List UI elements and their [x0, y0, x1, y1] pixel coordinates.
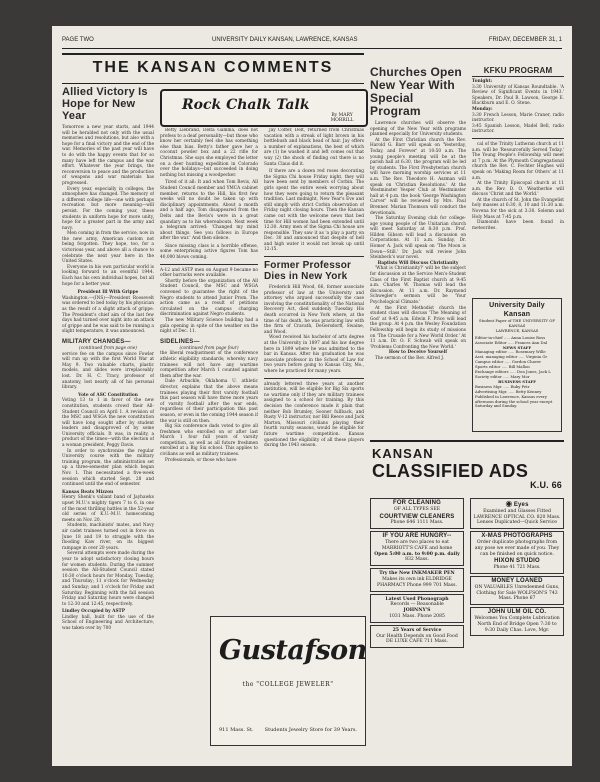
how-to-deceive-heading: How to Deceive Yourself	[388, 350, 448, 356]
former-professor-body: Frederick Hill Wood, 66, former associate professor of law at the University and attorney who argued successfully the case involving the constitutionality of the National Recovery Act, died suddenly Tuesday. His death occurred in New York where, at the time of his death, he was practicing law with the firm of Cravath, DeGersdorff, Swaine, and Wood.	[264, 285, 364, 335]
rock-chalk-byline: By MARY MORRILL	[330, 113, 354, 123]
classified-ad-head: MONEY LOANED	[491, 577, 543, 584]
astp-body-3: The new Military Science building had a gala opening in spite of the weather on the night of Dec. 11.	[160, 318, 258, 335]
classified-title-2: CLASSIFIED ADS	[372, 461, 529, 481]
military-changes-heading: MILITARY CHANGES—	[62, 338, 131, 345]
classified-ad	[470, 576, 564, 605]
paper-name: UNIVERSITY DAILY KANSAN, LAWRENCE, KANSAS	[212, 37, 358, 43]
trinity-body-3: At the church of St. John the Evangelist holy masses at 6:30, 8, 10 and 11:30 a.m. Novena for the sick at 3:30. Solemn and Holy Mass at 7:45 p.m.	[472, 197, 564, 220]
classified-ad-head: JOHNNY'S	[403, 608, 431, 614]
astp-body-2: Shortly before the organization of the All Student Council, the MSC and WSGA convened to guarantee the right of the Negro students to attend Junior Prom. The action came as a result of petitions circulated on the campus charging discrimination against Negro students.	[160, 278, 258, 318]
divider	[472, 138, 564, 139]
comments-banner-title: THE KANSAN COMMENTS	[92, 59, 334, 76]
vote-heading: Vote of ASC Constitution	[78, 392, 138, 398]
classified-ad-body: 1031 Mass. Phone 2085	[389, 613, 445, 619]
churches-body-2: At the First Christian church the Rev. Harold G. Barr will speak on 'Yesterday, Today, and Forever' at 10:50 a.m. The young people's meeting will be at the parish hall at 6:30, the program will be led by students. The First Presbyterian church will have morning worship services at 11 a.m. The Rev. Theodore H. Aszman will speak on 'Christian Resolutions.' At the Westminster Vesper Club at Westminster hall at 4 p.m. the book 'George Washington Carver' will be reviewed by Mrs. Paul Brenner. Marian Thomson will conduct the devotionals.	[370, 137, 466, 216]
divider	[160, 264, 258, 265]
president-ill-body: Washington.—(INS)—President Roosevelt was ordered to bed today by his physician as the result of a slight attack of grippe. The President's chief aim of the last few days had turned over night into an attack of grippe and he was said to be running a slight temperature, it was announced.	[62, 295, 154, 335]
classified-ad-body: Phone 646 1111 Mass.	[390, 520, 444, 526]
classified-phone: K.U. 66	[530, 480, 562, 490]
kfku-tonight: Tonight:	[472, 79, 493, 84]
classified-ad	[370, 531, 464, 566]
sidelines-body-2: Dale Arbuckle, Oklahoma U. athletic director, explains that the above means trainees playing their first varsity football this past season will have three more years of varsity football after the war ends, regardless of their participation this past season, or even in the coming 1944 season if the war is still on then.	[160, 379, 258, 424]
classified-section	[370, 440, 564, 764]
kfku-body-2: 3:30 French Lesson, Marie Craner, radio instructor.	[472, 112, 564, 124]
newspaper-page	[52, 26, 572, 766]
masthead-line-0: Editor-in-chief ..... Anna Louise Ross	[475, 334, 546, 340]
kfku-column	[472, 66, 564, 294]
masthead-line-2: NEWS STAFF	[502, 344, 532, 350]
rock-chalk-col1b: Tired of it all: It and when Tom Bevis, All Student Council member and YMCA cabinet member, returns to the Hill, his first few weeks will no doubt be taken up with disciplinary appointments. About a month and a half ago, Tom disappeared from the Delts and the Bevis's were in a great quandary as to his whereabouts. Next week a telegram arrived: 'Changed my mind about things. See you follows in Europe after the war.' And then silence.	[160, 180, 258, 242]
comments-banner	[62, 53, 364, 84]
allied-victory-headline: Allied Victory Is Hope for New Year	[62, 86, 148, 122]
beats-mizzou-body-3: Several attempts were made during the year to adopt satisfactory closing hours for women students. During the summer session the All-Student Council stated 10:30 o'clock hours for Monday, Tuesday, and Thursday; 11 o'clock for Wednesday and Sunday; and 1 o'clock for Friday and Saturday. Beginning with the fall session Friday and Saturday hours were changed to 12:30 and 12:45, respectively.	[62, 551, 154, 607]
eye-icon: ◉	[505, 499, 513, 508]
masthead-sub: Student Paper of THE UNIVERSITY OF KANSAS	[479, 318, 555, 328]
classified-ad-body: Makes its own ink ELDRIDGE PHARMACY Phone 999 701 Mass.	[377, 576, 457, 588]
masthead-box	[472, 298, 562, 432]
divider	[264, 256, 364, 257]
masthead-line-10: Business Mgr. ..... Ruby Petr	[475, 383, 530, 389]
classified-ad	[470, 607, 564, 636]
rock-chalk-col1c: Since missing class is a horrible offense, some enterprising active figures Tom has 40,000 blows coming.	[160, 243, 258, 261]
column-3	[264, 128, 364, 608]
classified-ad-head: 25 Years of Service	[392, 627, 442, 633]
classified-ad-body: Examined and Glasses Fitted LAWRENCE OPTICAL CO. 820 Mass. Lenses Duplicated—Quick Service	[473, 508, 561, 526]
classified-ad-head: COURTVIEW CLEANERS	[379, 513, 455, 520]
rock-chalk-col2: Jay Coffer, Delt, returned from Christmas vacation with a streak of light brown in his bottlebush and black head of hair. Jay offers a number of explanations, the best of which are (1) he washed it and left comes out that way (2) the shock of finding out there is no Santa Claus did it.	[264, 128, 364, 167]
classified-ad-head: Try the New INKMAKER PEN	[379, 571, 455, 577]
rock-chalk-col2b: If there are a dozen red roses decorating the Sigma Chi house Friday night, they will have been sent by members of Corbin. The girls spent the entire week worrying about how they were going to return the pleasant tradition. Last midnight, New Year's Eve and still simply with strict Corbin observation of Friday night closing hours. Then the Kansan came out with the welcome news that bed time for Hill women had been extended until 12:30. Army men of the Sigma Chi house are responsible. They saw it as 'a play a party on Dec. 30 and announced that despite of hell and high water it would not break up until 12:15.	[264, 169, 364, 253]
baptists-heading: Baptists Will Discuss Christianity	[377, 260, 459, 266]
baptists-body: 'What is Christianity?' will be the subject for discussion at the Service Men's-Student Class of the First Baptist church at 9:45 a.m. Charles W. Thomas will lead the discussion. At 11 a.m. Dr. Raymond Schwegler's sermon will be 'Your Psychological Climate.'	[370, 266, 466, 305]
churches-body: Lawrence churches will observe the opening of the New Year with programs planned especially for University students.	[370, 121, 466, 138]
trinity-body-4: Diamonds have been found in meteorites.	[472, 220, 564, 231]
divider	[264, 378, 364, 379]
page-number: PAGE TWO	[62, 37, 94, 43]
kfku-title: KFKU PROGRAM	[472, 66, 564, 77]
methodist-body: At the First Methodist church the student class will discuss 'The Meaning of God' at 9:45 a.m. Edwin F. Price will lead the group. At 4 p.m. the Wesley Foundation Fellowship will begin its study of missions on 'The Crusade for a New World Order.' At 11 a.m. Dr. O. F. Schwab will speak on 'Problems Confronting the New World.'	[370, 305, 466, 350]
beats-mizzou-heading: Kansas Beats Mizzou	[62, 489, 114, 495]
already-lettered-body: already lettered three years at another institution, will be eligible for Big Six sports no wartime only if they are military trainees assigned to a school for training. By this decision the conference made it plain that neither Bob Brumley, Sooner fullback, and Rusty V-12 instructor, nor Bill Reece and Jack Marton, Missouri civilians playing their fourth varsity seasons, would be eligible for future wartime competition. Kansas questioned the eligibility of all these players during the 1943 season.	[264, 381, 364, 449]
classified-left-column	[370, 498, 464, 762]
masthead-line-5: Campus editor ..... Gordon Chaver	[475, 359, 542, 365]
page-header	[62, 34, 562, 49]
masthead-line-9: BUSINESS STAFF	[498, 378, 536, 384]
classified-ad-body: There are two places to eat MARRIOTT'S CAFE and home	[381, 539, 453, 551]
allied-victory-body-3: Men coming in from the service, now in the new army, American custom not being forgotten. They hope, too, for a victorious year, and above all a chance to celebrate the next year here in the United States.	[62, 231, 154, 265]
classified-ad-head: X-MAS PHOTOGRAPHS	[481, 533, 553, 540]
classified-ad	[370, 498, 464, 529]
issue-date: FRIDAY, DECEMBER 31, 1	[488, 37, 562, 43]
classified-ad-body: 832 Mass.	[405, 557, 429, 563]
vote-body: Voting 13 to 1 in favor of the new constitution, students crowd their All-Student Council on April 1. A revision of the MSC and WSGA the new constitution will have long sought after by student leaders and disapproved of by some University officials. It was, in reality, a product of the times—with the election of a woman president, Peggy Davis.	[62, 398, 154, 449]
sidelines-body: the liberal readjustment of the conference athletic eligibility standards; whereby navy trainees will not have any wartime competition after March 1 counted against them after the war.	[160, 351, 258, 379]
masthead-line-11: Advertising Mgr. ..... Betty Kenney	[475, 388, 542, 394]
classified-banner	[370, 446, 564, 488]
classified-ad-body: Our Health Depends on Good Food DE LUXE CAFE 711 Mass.	[376, 633, 458, 645]
masthead-place: LAWRENCE, KANSAS	[495, 327, 539, 333]
former-professor-body-2: Wood received his bachelor of arts degree at the University in 1897 and his law degree here in 1899 where he was admitted to the bar in Kansas. After his graduation he was associate professor in the School of Law for two years before going to Kansas City, Mo., where he practiced for many years.	[264, 335, 364, 374]
vote-body-2: In order to synchronize the regular University course with the military training program, the administration set up a three-semester plan which began Nov. 1. This necessitated a five-week session which started Sept. 28 and continued until the end of semester.	[62, 448, 154, 488]
classified-ad	[470, 531, 564, 574]
masthead-line-1: Associate Editor ..... Frances Ann Dal	[475, 339, 548, 345]
classified-title-1: KANSAN	[372, 446, 434, 461]
kfku-body-3: 3:45 Spanish Lesson, Madel Bell, radio instructor.	[472, 123, 564, 135]
classified-ad	[370, 625, 464, 648]
classified-ad-head: Latest Used Phonograph	[385, 596, 449, 602]
classified-right-column	[470, 498, 564, 762]
classified-ad	[370, 594, 464, 623]
lindley-body: Lindley hall, built for the use of the School of Engineering and Architecture, was taken over by 700	[62, 614, 154, 632]
classified-ad-body: Phone 41 721 Mass.	[493, 565, 541, 571]
beats-mizzou-body: Henry Shenk's valiant band of Jayhawks upset M.U.'s mighty tigers 7 to 6, in one of the most thrilling battles in the 52-year old series of K.U.-M.U. homecoming meets on Nov. 20.	[62, 495, 154, 523]
masthead-line-6: Sports editor ..... Bill Mallon	[475, 364, 530, 370]
gustafson-logo: Gustafson	[219, 635, 367, 666]
sidelines-body-4: Professionals, or those who have	[165, 457, 237, 463]
how-to-deceive-body: The sermon of the Rev. Alfred J.	[375, 355, 445, 361]
rock-chalk-title: Rock Chalk Talk	[182, 97, 310, 113]
classified-ad-body: OF ALL TYPES SEE	[393, 506, 441, 512]
churches-headline: Churches Open New Year With Special Program	[370, 66, 462, 118]
churches-column	[370, 66, 466, 434]
allied-victory-body-4: Everyone in his own particular world is looking forward to an eventful 1944. Each has his own individual hopes, but all hope for a better year.	[62, 264, 154, 287]
classified-ad-body: ON VALUABLES Unredeemed Guns, Clothing for Sale WOLFSON'S 743 Mass. Phone 67	[474, 584, 560, 602]
sidelines-sub: (continued from page four)	[179, 345, 239, 351]
classified-ad	[370, 568, 464, 591]
trinity-body: cal of the Trinity Lutheran church at 11 a.m. will be 'Resourcefully Served Today.' The Young People's Fellowship will meet at 7 p.m. At the Plymouth Congregational church the Rev. C. Fechter Hughes will speak on 'Making Room for Others' at 11 a.m.	[472, 141, 564, 181]
sidelines-heading: SIDELINES—	[160, 338, 200, 345]
masthead-line-3: Managing editor ..... Rosemary Wille	[475, 349, 546, 355]
gustafson-tagline: the "COLLEGE JEWELER"	[242, 681, 334, 688]
gustafson-slogan: Students Jewelry Store for 39 Years.	[264, 727, 357, 733]
masthead-line-12: Published in Lawrence, Kansas every afternoon during the school year except Saturday and Sunday.	[475, 393, 553, 409]
beats-mizzou-body-2: Students, machinists' mates, and Navy air cadet trainees turned out in force on June 18 and 19 to struggle with the flooding Kaw river, on its biggest rampage in over 20 years.	[62, 523, 154, 551]
kfku-monday: Monday:	[472, 106, 493, 112]
sidelines-body-3: Big Six conference dads voted to give all freshmen who enrolled on or after last March 1 four full years of varsity competition, as well as all future freshmen enrolled at a Big Six school. This applies to civilians as well as military trainees.	[160, 424, 258, 458]
churches-body-3: The Saturday Evening club for college-age young people of the Unitarian church will meet Saturday at 8:30 p.m. Prof. Hilden Gibson will lead a discussion on Corporations. At 11 a.m. Sunday, Dr. Homer A. Jack will speak on 'The Moon is Down—Still.' Dr. Jack will review John Steinbeck's war novel.	[370, 216, 466, 261]
classified-ad-body: Welcomes You Complete Lubrication North End of Bridge Open 7:30 to 9:30 Daily Chas. Love, Mgr.	[474, 615, 560, 633]
classified-ad-head: JOHN ULM OIL CO.	[487, 609, 547, 616]
classified-ad-head: FOR CLEANING	[392, 500, 442, 506]
classified-ad-head: Eyes	[513, 502, 529, 508]
classified-ad-body: Order duplicate photographs from any pose we ever made of you. They can be finished on quick notice.	[474, 539, 560, 557]
trinity-body-2: At the Trinity Episcopal church at 11 a.m. the Rev. D. O. Weatherbie will discuss 'Christ and the World.'	[472, 181, 564, 198]
rock-chalk-col1: Betty Liebrand, Delta Gamma, does not profess to a deaf personality—but those who know her certainly feel she has something else than bias. Betty's father gave her a coconut powder box and a 22 rifle for Christmas. She says she employed the letter on a deer hunting expedition in Colorado over the holidays—but succeeded in doing nothing but missing a woodpecker.	[160, 128, 258, 178]
military-changes-sub: (continued from page one)	[79, 345, 137, 351]
gustafson-ad	[210, 616, 366, 746]
masthead-line-8: Society editor ..... Mary Mor	[475, 373, 530, 379]
rock-chalk-box	[160, 89, 368, 127]
military-changes-body: service fee on the campus since Fowler will run up with the first World War at May 9. Two valuable charts, plastic models, and slides were irreplaceably lost. Dr. H. C. Tracy, professor of anatomy, lost nearly all of his personal library.	[62, 351, 154, 391]
masthead-line-4: Asst. managing editor ..... Virginia Gr	[475, 354, 548, 360]
classified-ad-head: HIXON STUDIO	[494, 558, 540, 565]
masthead-title: University Daily Kansan	[489, 302, 545, 318]
classified-ad-body: Records — Reasonable	[390, 602, 444, 608]
column-1	[62, 86, 154, 762]
astp-body: A-12 and ASTP men on August 9 became no other barracks were available.	[160, 267, 258, 279]
masthead-line-7: Exchange editors ..... Don Jones, Jack L	[475, 369, 551, 375]
president-ill-heading: President Ill With Grippe	[77, 290, 139, 296]
kfku-body: 3:30 University of Kansas Roundtable. 'A Review of Significant Events in 1943.' Speakers, Dr. Paul B. Lawson, George E. Blackburn and E. O. Stene.	[472, 84, 564, 107]
classified-ad-head: Open 5:00 a.m. to 9:00 p.m. daily	[374, 551, 460, 557]
former-professor-headline: Former Professor Dies in New York	[264, 260, 352, 283]
classified-ad-head: IF YOU ARE HUNGRY--	[382, 533, 452, 540]
lindley-heading: Lindley Occupied by ASTP	[62, 609, 125, 615]
allied-victory-body-2: Every year, especially in colleges, the atmosphere has changed. The memory of a different college life—one with perhaps recreation but more meaning—will persist. For the coming year, these students in uniform hope for more unity, hope for a greater part in the army and navy.	[62, 186, 154, 231]
classified-ad	[470, 498, 564, 529]
allied-victory-body: Tomorrow a new year starts, and 1944 will be heralded not only with the usual memories and resolutions, but also with a hope for a final victory and the end of the war. Memories of the past year will have to do with the happy events that for so many have left the campus and the war effort. Whatever the year brings, the reconversion to peace and the production of weapons and war materials has progressed.	[62, 125, 154, 186]
gustafson-address: 911 Mass. St.	[219, 727, 254, 733]
